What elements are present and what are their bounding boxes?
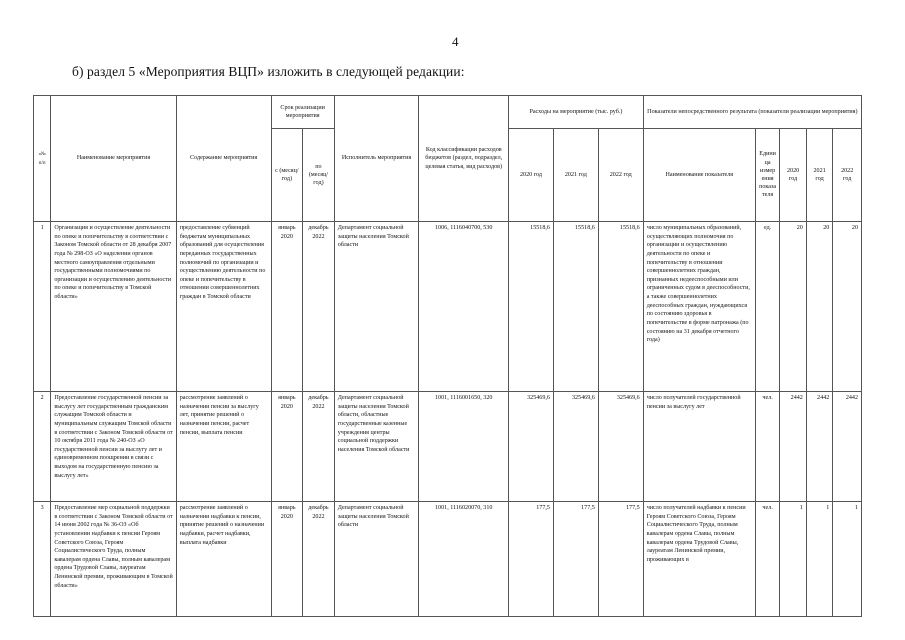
row-to: декабрь 2022 <box>303 392 335 502</box>
row-result-2022: 2442 <box>833 392 862 502</box>
header-term-to: по (месяц/год) <box>303 129 335 222</box>
row-code: 1001, 1116001650, 320 <box>419 392 509 502</box>
row-content: предоставление субвенций бюджетам муниципальных образований для осуществления переданных государственных полномочий по организации и осуществлению деятельности по опеке и попечительству в отношении совершеннолетних граждан в Томской области <box>176 222 271 392</box>
row-cost-2022: 15518,6 <box>598 222 643 392</box>
row-code: 1001, 1116020070, 310 <box>419 502 509 617</box>
row-indicator: число получателей надбавки к пенсии Героям Советского Союза, Героям Социалистического Труда, полным кавалерам ордена Славы, полным кавалерам ордена Трудовой Славы, лауреатам Ленинской премии, проживающих в <box>643 502 755 617</box>
header-row-top <box>34 96 862 129</box>
row-result-2020: 2442 <box>780 392 807 502</box>
row-cost-2021: 177,5 <box>553 502 598 617</box>
row-unit: чел. <box>755 392 779 502</box>
row-cost-2021: 15518,6 <box>553 222 598 392</box>
header-cost-2020: 2020 год <box>509 129 554 222</box>
row-to: декабрь 2022 <box>303 222 335 392</box>
header-result-2021: 2021 год <box>806 129 833 222</box>
row-to: декабрь 2022 <box>303 502 335 617</box>
row-result-2021: 20 <box>806 222 833 392</box>
header-unit: Единица измерения показателя <box>755 129 779 222</box>
row-cost-2022: 177,5 <box>598 502 643 617</box>
row-name: Предоставление мер социальной поддержки в соответствии с Законом Томской области от 14 июня 2002 года № 36-ОЗ «Об установлении надбавки к пенсии Героям Советского Союза, Героям Социалистического Труда, полным кавалерам ордена Славы, полным кавалерам ордена Трудовой Славы, лауреатам Ленинской премии, проживающим в Томской области» <box>51 502 176 617</box>
row-name: Организация и осуществление деятельности по опеке и попечительству в соответствии с Законом Томской области от 28 декабря 2007 года № 298-ОЗ «О наделении органов местного самоуправления отдельными государственными полномочиями по организации и осуществлению деятельности по опеке и попечительству в Томской области» <box>51 222 176 392</box>
row-result-2020: 1 <box>780 502 807 617</box>
row-result-2020: 20 <box>780 222 807 392</box>
row-from: январь 2020 <box>271 502 303 617</box>
row-indicator: число получателей государственной пенсии за выслугу лет <box>643 392 755 502</box>
section-heading: б) раздел 5 «Мероприятия ВЦП» изложить в следующей редакции: <box>72 64 465 79</box>
header-classifier: Код классификации расходов бюджетов (раздел, подраздел, целевая статья, вид расходов) <box>419 96 509 222</box>
row-unit: ед. <box>755 222 779 392</box>
row-content: рассмотрение заявлений о назначении надбавки к пенсии, принятие решений о назначении надбавки, расчет надбавки, выплата надбавки <box>176 502 271 617</box>
row-cost-2020: 15518,6 <box>509 222 554 392</box>
row-result-2022: 1 <box>833 502 862 617</box>
row-from: январь 2020 <box>271 392 303 502</box>
header-name: Наименование мероприятия <box>51 96 176 222</box>
header-content: Содержание мероприятия <box>176 96 271 222</box>
row-cost-2021: 325469,6 <box>553 392 598 502</box>
row-unit: чел. <box>755 502 779 617</box>
row-indicator: число муниципальных образований, осуществляющих полномочия по организации и осуществлению деятельности по опеке и попечительству в отношении совершеннолетних граждан, признанных недееспособными или ограниченных судом в дееспособности, а также совершеннолетних дееспособных граждан, нуждающихся по состоянию здоровья в попечительстве в форме патронажа (по состоянию на 31 декабря отчетного года) <box>643 222 755 392</box>
header-cost-2022: 2022 год <box>598 129 643 222</box>
header-term-group: Срок реализации мероприятия <box>271 96 334 129</box>
row-from: январь 2020 <box>271 222 303 392</box>
header-executor: Исполнитель мероприятия <box>334 96 419 222</box>
header-result-group: Показатели непосредственного результата (показатели реализации мероприятия) <box>643 96 861 129</box>
header-cost-2021: 2021 год <box>553 129 598 222</box>
header-num: «№ п/п <box>34 96 51 222</box>
page-number: 4 <box>452 34 459 49</box>
row-cost-2020: 325469,6 <box>509 392 554 502</box>
table-row <box>34 502 862 617</box>
row-content: рассмотрение заявлений о назначении пенсии за выслугу лет, принятие решений о назначении пенсии, расчет пенсии, выплата пенсии <box>176 392 271 502</box>
row-executor: Департамент социальной защиты населения Томской области <box>334 222 419 392</box>
row-result-2021: 2442 <box>806 392 833 502</box>
row-executor: Департамент социальной защиты населения Томской области, областные государственные казенные учреждения центры социальной поддержки населения Томской области <box>334 392 419 502</box>
table-row <box>34 222 862 392</box>
row-executor: Департамент социальной защиты населения Томской области <box>334 502 419 617</box>
row-result-2022: 20 <box>833 222 862 392</box>
row-cost-2020: 177,5 <box>509 502 554 617</box>
header-indicator-name: Наименование показателя <box>643 129 755 222</box>
row-result-2021: 1 <box>806 502 833 617</box>
row-code: 1006, 1116040700, 530 <box>419 222 509 392</box>
header-result-2022: 2022 год <box>833 129 862 222</box>
header-term-from: с (месяц/год) <box>271 129 303 222</box>
row-num: 2 <box>34 392 51 502</box>
row-cost-2022: 325469,6 <box>598 392 643 502</box>
table-row <box>34 392 862 502</box>
row-num: 3 <box>34 502 51 617</box>
activities-table <box>33 95 862 617</box>
row-name: Предоставление государственной пенсии за выслугу лет государственным гражданским служащим Томской области и муниципальным служащим Томской области в соответствии с Законом Томской области от 10 октября 2011 года № 240-ОЗ «О государственной пенсии за выслугу лет и единовременном поощрении в связи с выходом на государственную пенсию за выслугу лет» <box>51 392 176 502</box>
header-result-2020: 2020 год <box>780 129 807 222</box>
header-costs-group: Расходы на мероприятие (тыс. руб.) <box>509 96 644 129</box>
row-num: 1 <box>34 222 51 392</box>
